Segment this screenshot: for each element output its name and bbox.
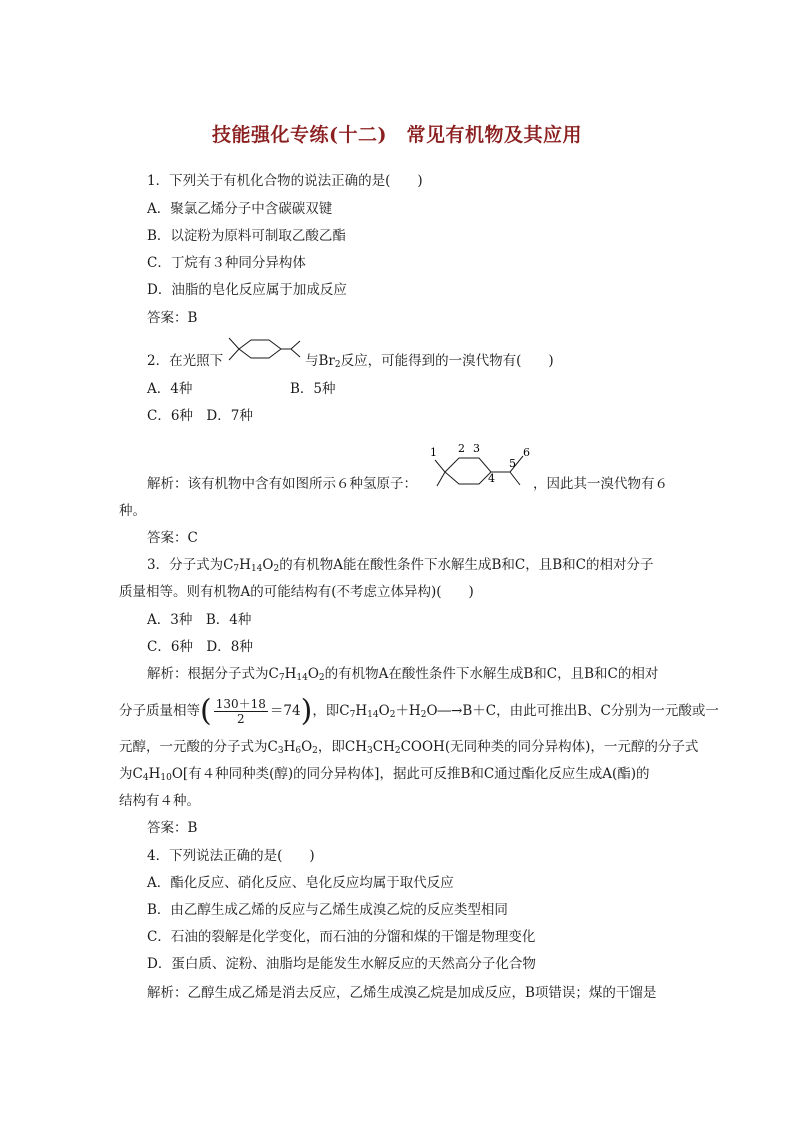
h-label-5: 5 xyxy=(509,457,516,470)
q3-stem-line2: 质量相等。则有机物A的可能结构有(不考虑立体异构)( ) xyxy=(119,584,474,600)
q4-option-d: D．蛋白质、淀粉、油脂均是能发生水解反应的天然高分子化合物 xyxy=(147,956,536,972)
q4-option-c: C．石油的裂解是化学变化，而石油的分馏和煤的干馏是物理变化 xyxy=(147,929,536,945)
q3-analysis-line4: 为$C_4H_{10}O$[有４种同种类(醇)的同分异构体]，据此可反推B和C通过酯化反应生成A(酯)的 xyxy=(119,766,650,783)
q2-analysis-start: 解析：该有机物中含有如图所示６种氢原子： xyxy=(147,476,417,492)
q4-option-a: A．酯化反应、硝化反应、皂化反应均属于取代反应 xyxy=(147,875,454,891)
q4-analysis: 解析：乙醇生成乙烯是消去反应，乙烯生成溴乙烷是加成反应，B项错误；煤的干馏是 xyxy=(147,985,657,1001)
molar-mass-fraction: $\frac{130+18}{2}$ xyxy=(215,697,266,726)
h-label-2: 2 xyxy=(458,442,465,455)
q2-stem-start: 2．在光照下 xyxy=(147,353,224,369)
q1-option-b: B．以淀粉为原料可制取乙酸乙酯 xyxy=(147,228,346,244)
q3-stem-line1: 3．分子式为$C_7H_{14}O_2$的有机物A能在酸性条件下水解生成B和C，且B和C的相对分子 xyxy=(147,557,654,574)
q1-answer: 答案：B xyxy=(147,310,198,326)
q2-option-a: A．4种 xyxy=(147,381,193,397)
q2-answer: 答案：C xyxy=(147,530,198,546)
q4-stem: 4．下列说法正确的是( ) xyxy=(147,848,315,864)
q2-analysis-wrap: 种。 xyxy=(119,503,146,519)
h-label-3: 3 xyxy=(473,442,480,455)
q2-labeled-structure-diagram xyxy=(425,440,540,492)
q2-options-cd: C．6种 D．7种 xyxy=(147,408,253,424)
q3-analysis-line2: 分子质量相等( $\frac{130+18}{2}$ ＝74)，即$C_7H_{14}O_2+H_2O―\to B+C$，由此可推出B、C分别为一元酸或一 xyxy=(119,693,719,729)
h-label-6: 6 xyxy=(523,446,530,459)
page-title: 技能强化专练(十二) 常见有机物及其应用 xyxy=(212,124,582,146)
q3-analysis-line3: 元醇，一元酸的分子式为$C_3H_6O_2$，即$CH_3CH_2COOH$(无同种类的同分异构体)，一元醇的分子式 xyxy=(119,739,699,756)
q3-analysis-line1: 解析：根据分子式为$C_7H_{14}O_2$的有机物A在酸性条件下水解生成B和C，且B和C的相对 xyxy=(147,666,659,683)
q3-analysis-line5: 结构有４种。 xyxy=(119,793,200,809)
q3-answer: 答案：B xyxy=(147,820,198,836)
q3-options-cd: C．6种 D．8种 xyxy=(147,639,253,655)
h-label-1: 1 xyxy=(430,446,437,459)
q1-option-a: A．聚氯乙烯分子中含碳碳双键 xyxy=(147,201,333,217)
q1-option-d: D．油脂的皂化反应属于加成反应 xyxy=(147,282,347,298)
q1-option-c: C．丁烷有３种同分异构体 xyxy=(147,255,306,271)
q1-stem: 1．下列关于有机化合物的说法正确的是( ) xyxy=(147,173,423,189)
q4-option-b: B．由乙醇生成乙烯的反应与乙烯生成溴乙烷的反应类型相同 xyxy=(147,902,508,918)
h-label-4: 4 xyxy=(488,472,495,485)
q2-option-b: B．5种 xyxy=(290,381,336,397)
q2-stem-end: 与$Br_2$反应，可能得到的一溴代物有( ) xyxy=(305,353,554,370)
q3-options-ab: A．3种 B．4种 xyxy=(147,612,252,628)
q2-analysis-end: ，因此其一溴代物有６ xyxy=(533,476,668,492)
q2-structure-diagram xyxy=(225,333,305,367)
